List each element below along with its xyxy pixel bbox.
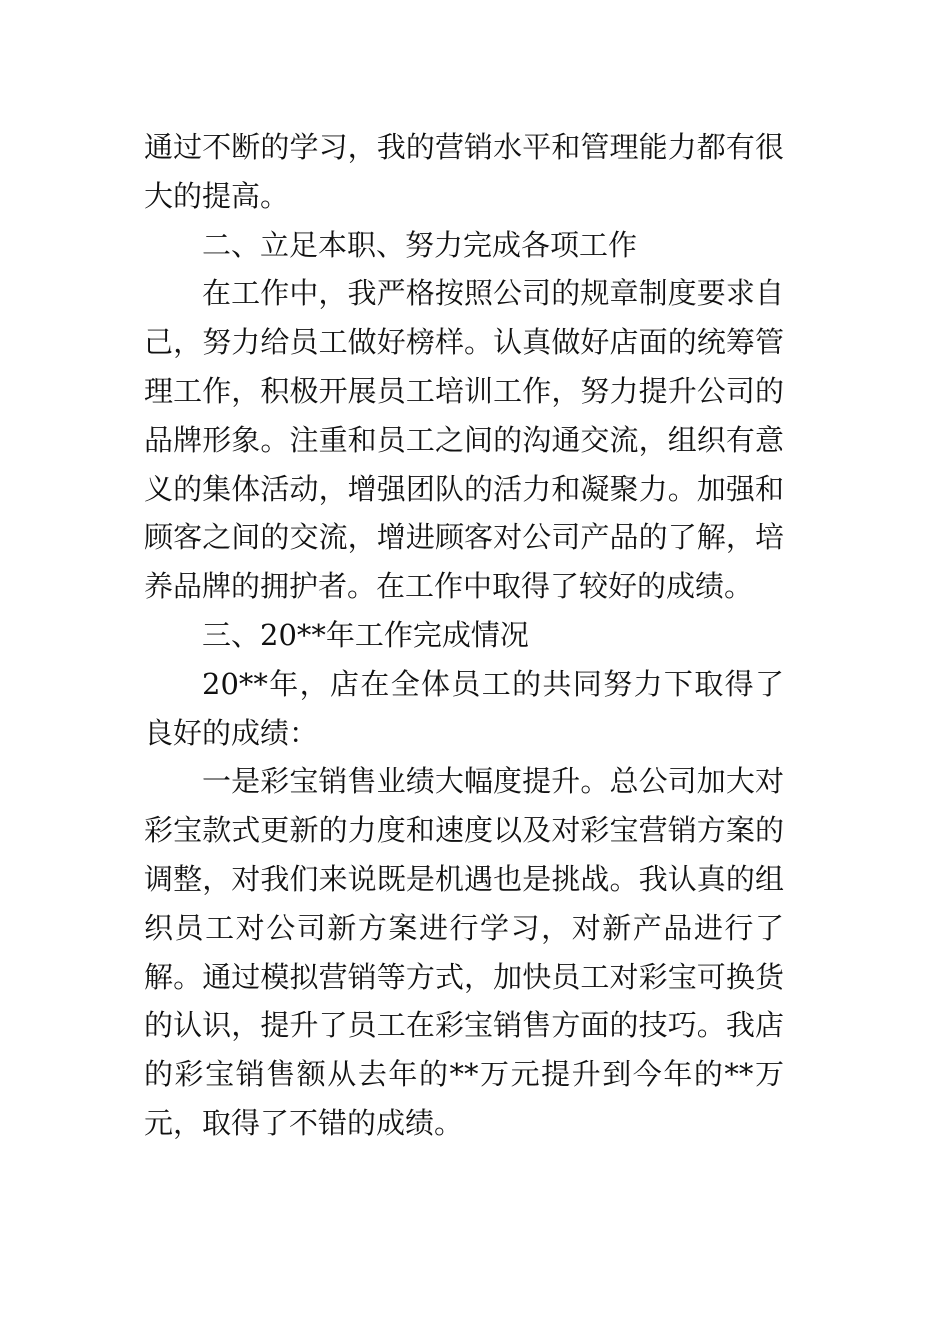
- paragraph-colored-gems-sales: 一是彩宝销售业绩大幅度提升。总公司加大对彩宝款式更新的力度和速度以及对彩宝营销方案的调整，对我们来说既是机遇也是挑战。我认真的组织员工对公司新方案进行学习，对新产品进行了解。通过模拟营销等方式，加快员工对彩宝可换货的认识，提升了员工在彩宝销售方面的技巧。我店的彩宝销售额从去年的**万元提升到今年的**万元，取得了不错的成绩。: [144, 764, 784, 1140]
- section-heading-work-duties: 二、立足本职、努力完成各项工作: [202, 227, 638, 262]
- document-page: [144, 123, 784, 1148]
- paragraph-work-performance: 在工作中，我严格按照公司的规章制度要求自己，努力给员工做好榜样。认真做好店面的统筹管理工作，积极开展员工培训工作，努力提升公司的品牌形象。注重和员工之间的沟通交流，组织有意义的集体活动，增强团队的活力和凝聚力。加强和顾客之间的交流，增进顾客对公司产品的了解，培养品牌的拥护者。在工作中取得了较好的成绩。: [144, 276, 784, 604]
- paragraph-learning-improvement: 通过不断的学习，我的营销水平和管理能力都有很大的提高。: [144, 130, 784, 213]
- section-heading-year-results: 三、20**年工作完成情况: [202, 617, 529, 652]
- paragraph-year-summary: 20**年，店在全体员工的共同努力下取得了良好的成绩：: [144, 666, 784, 750]
